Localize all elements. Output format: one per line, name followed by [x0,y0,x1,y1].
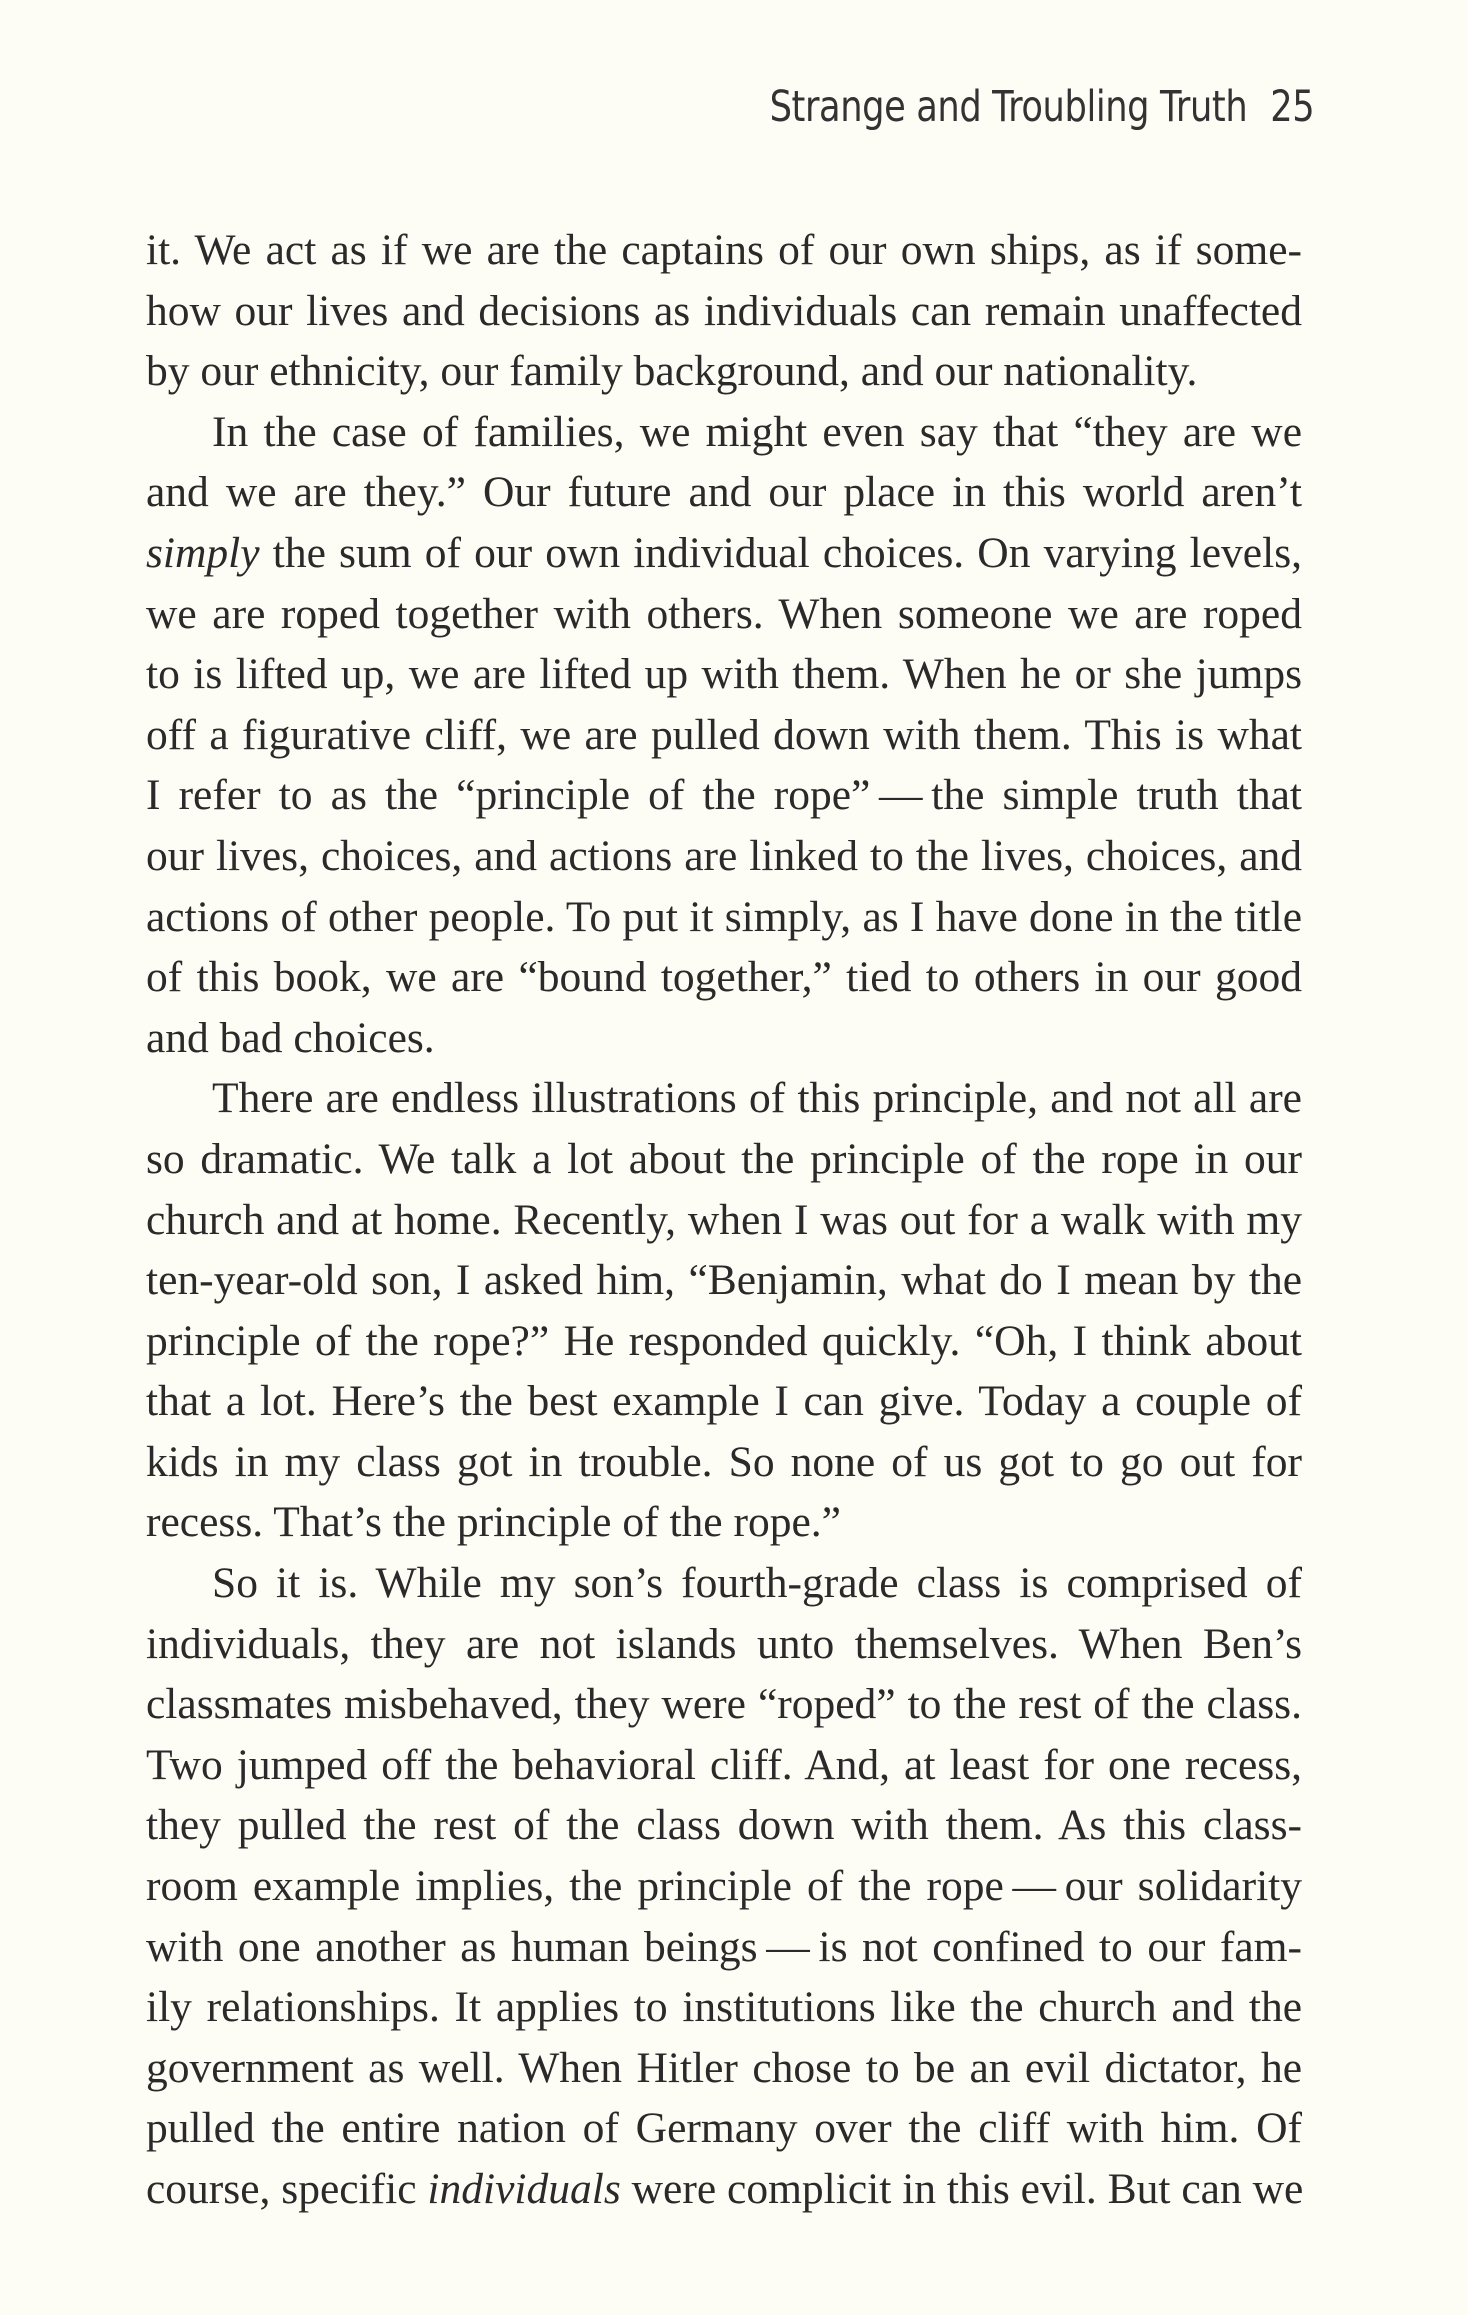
text-line: room example implies, the principle of the rope — our solidarity [146,1862,1302,1911]
text-line: classmates misbehaved, they were “roped” to the rest of the class. [146,1680,1302,1729]
text-line: our lives, choices, and actions are linked to the lives, choices, and [146,831,1302,880]
text-line: by our ethnicity, our family background, and our nationality. [146,347,1198,396]
text-line [146,523,1302,584]
text-line: ten-year-old son, I asked him, “Benjamin, what do I mean by the [146,1256,1302,1305]
text-line: In the case of families, we might even say that “they are we [212,407,1302,456]
text-line: of this book, we are “bound together,” tied to others in our good [146,953,1302,1002]
emphasis-text: individuals [427,2165,621,2213]
text-line: to is lifted up, we are lifted up with them. When he or she jumps [146,650,1302,699]
text-line: ily relationships. It applies to institutions like the church and the [146,1983,1302,2032]
text-line: and bad choices. [146,1013,435,1062]
text-line: recess. That’s the principle of the rope.” [146,1498,841,1547]
text-line: so dramatic. We talk a lot about the principle of the rope in our [146,1134,1302,1183]
line-text: were complicit in this evil. But can we [620,2165,1304,2213]
text-line: they pulled the rest of the class down with them. As this class- [146,1801,1302,1850]
text-line: with one another as human beings — is not confined to our fam- [146,1922,1302,1971]
text-line: we are roped together with others. When someone we are roped [146,589,1302,638]
text-line: Two jumped off the behavioral cliff. And, at least for one recess, [146,1740,1302,1789]
running-head [769,82,1314,132]
text-line: how our lives and decisions as individuals can remain unaffected [146,286,1302,335]
text-line: There are endless illustrations of this principle, and not all are [212,1074,1302,1123]
text-line: individuals, they are not islands unto themselves. When Ben’s [146,1619,1302,1668]
text-line: and we are they.” Our future and our place in this world aren’t [146,468,1302,517]
text-line: So it is. While my son’s fourth-grade class is comprised of [212,1559,1302,1608]
text-line: pulled the entire nation of Germany over the cliff with him. Of [146,2104,1302,2153]
text-line: that a lot. Here’s the best example I can give. Today a couple of [146,1377,1302,1426]
text-line: principle of the rope?” He responded quickly. “Oh, I think about [146,1316,1302,1365]
chapter-title: Strange and Troubling Truth [769,82,1247,132]
text-line: I refer to as the “principle of the rope” — the simple truth that [146,771,1302,820]
line-text: course, specific [146,2165,428,2213]
text-line: off a figurative cliff, we are pulled down with them. This is what [146,710,1302,759]
text-line: government as well. When Hitler chose to be an evil dictator, he [146,2043,1302,2092]
text-line [146,2159,1302,2220]
line-text: the sum of our own individual choices. On varying levels, [259,528,1302,577]
page-number: 25 [1269,82,1314,132]
text-line: it. We act as if we are the captains of our own ships, as if some- [146,226,1302,274]
emphasis-text: simply [146,528,260,577]
text-line: kids in my class got in trouble. So none of us got to go out for [146,1437,1302,1486]
text-line: church and at home. Recently, when I was out for a walk with my [146,1195,1302,1244]
body-text [146,220,1302,2220]
text-line: actions of other people. To put it simply, as I have done in the title [146,892,1302,941]
